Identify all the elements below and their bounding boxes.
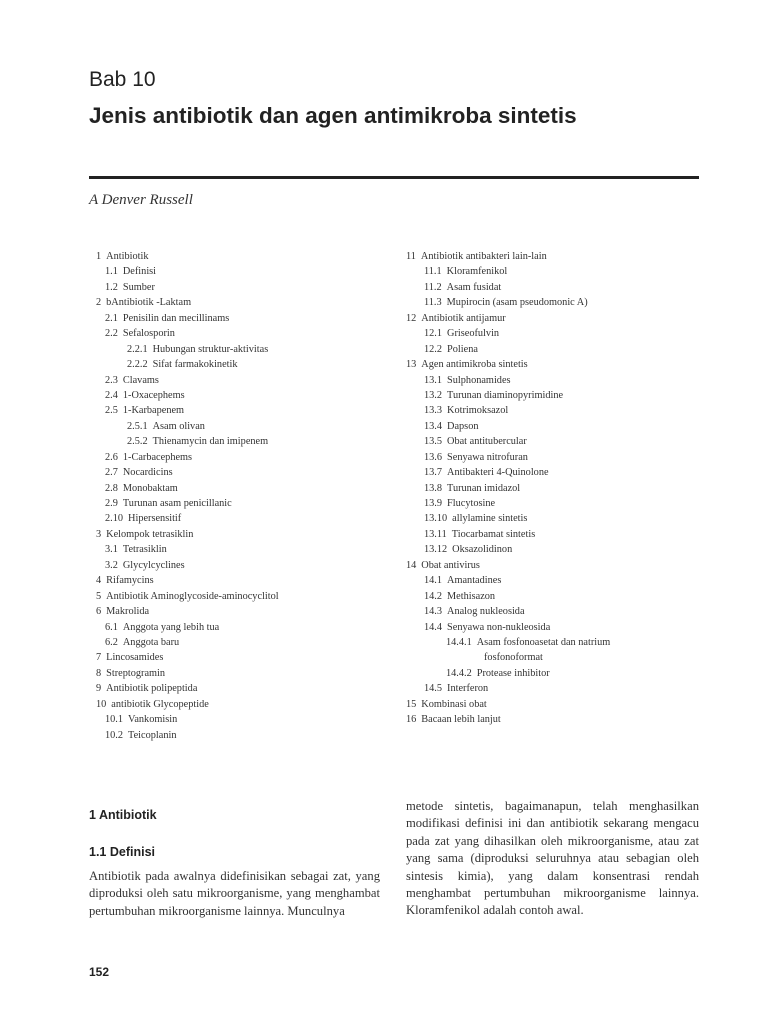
toc-entry-title: Kombinasi obat <box>421 698 487 710</box>
toc-entry-number: 11 <box>406 251 416 262</box>
toc-entry-number: 13.9 <box>424 498 443 509</box>
toc-entry-number: 2.8 <box>105 482 118 494</box>
toc-entry <box>406 373 706 388</box>
toc-entry-number: 12 <box>406 312 417 324</box>
toc-entry <box>406 573 706 588</box>
toc-entry-number: 13.6 <box>424 451 443 463</box>
toc-entry-title: Methisazon <box>447 590 496 602</box>
toc-entry <box>96 342 396 357</box>
toc-entry <box>406 326 706 341</box>
toc-entry-title: Asam fosfonoasetat dan natrium <box>476 636 611 648</box>
toc-entry-title: Glycylcyclines <box>122 559 185 571</box>
toc-entry-number: 2.7 <box>105 467 118 479</box>
toc-entry-title: Senyawa non-nukleosida <box>447 621 551 633</box>
toc-entry-title: Hipersensitif <box>128 513 182 525</box>
toc-entry-title: Mupirocin (asam pseudomonic A) <box>446 297 588 309</box>
toc-entry-number: 8 <box>96 667 102 679</box>
toc-entry <box>96 589 396 604</box>
toc-entry <box>406 511 706 526</box>
toc-entry <box>406 650 706 665</box>
toc-entry-number: 2.1 <box>105 312 118 324</box>
toc-entry-title: Sumber <box>122 281 155 293</box>
toc-entry-title: Anggota baru <box>122 636 180 648</box>
toc-entry-title: Oksazolidinon <box>452 544 513 556</box>
toc-entry-number: 13.2 <box>424 389 443 401</box>
toc-entry-number: 10 <box>96 698 107 710</box>
toc-entry-number: 6.2 <box>105 636 118 648</box>
toc-entry <box>406 280 706 295</box>
toc-entry-title: Monobaktam <box>122 482 178 494</box>
toc-entry-number: 2.3 <box>105 374 118 386</box>
toc-entry-number: 11.2 <box>424 281 442 293</box>
toc-entry <box>96 326 396 341</box>
toc-entry-number: 2.2 <box>105 328 118 340</box>
toc-entry <box>406 527 706 542</box>
toc-entry-title: Anggota yang lebih tua <box>122 621 220 633</box>
toc-entry-title: Antibakteri 4-Quinolone <box>447 467 549 479</box>
toc-entry-number: 10.1 <box>105 714 124 726</box>
toc-entry-title: Sefalosporin <box>122 328 175 340</box>
toc-entry-number: 14.5 <box>424 683 443 695</box>
toc-entry <box>96 419 396 434</box>
toc-entry <box>406 620 706 635</box>
toc-entry-title: Turunan asam penicillanic <box>122 498 232 509</box>
toc-entry-title: Obat antitubercular <box>447 436 527 448</box>
toc-entry-number: 2.4 <box>105 389 118 401</box>
toc-entry-number: 15 <box>406 698 417 710</box>
toc-entry-title: Streptogramin <box>106 667 166 679</box>
toc-entry <box>96 450 396 465</box>
toc-entry <box>406 357 706 372</box>
toc-entry-number: 13.7 <box>424 467 443 479</box>
toc-entry-title: Kotrimoksazol <box>447 405 509 417</box>
toc-entry-title: allylamine sintetis <box>452 513 528 525</box>
toc-entry-title: Bacaan lebih lanjut <box>421 714 501 726</box>
chapter-title: Jenis antibiotik dan agen antimikroba sintetis <box>89 103 577 128</box>
toc-entry <box>406 295 706 310</box>
section-heading: 1 Antibiotik <box>89 808 157 822</box>
toc-entry-number: 1.2 <box>105 281 118 293</box>
toc-entry-number: 13.12 <box>424 544 448 556</box>
toc-entry-number: 3 <box>96 528 102 540</box>
body-paragraph-right: metode sintetis, bagaimanapun, telah menghasilkan modifikasi definisi ini dan antibiotik sekarang mengacu pada zat yang dihasilkan oleh mikroorganisme, atau zat yang sama (diproduksi seluruhnya atau sebagian oleh sintesis kimia), yang dalam konsentrasi rendah menghambat pertumbuhan mikroorganisme lainnya. Kloramfenikol adalah contoh awal. <box>406 799 699 918</box>
toc-entry <box>96 311 396 326</box>
body-paragraph-left: Antibiotik pada awalnya didefinisikan sebagai zat, yang diproduksi oleh satu mikroorganisme, yang menghambat pertumbuhan mikroorganisme lainnya. Munculnya <box>89 869 380 918</box>
toc-entry <box>406 681 706 696</box>
toc-entry <box>406 666 706 681</box>
toc-entry <box>406 450 706 465</box>
toc-entry <box>96 527 396 542</box>
toc-entry <box>96 295 396 310</box>
title-divider <box>89 176 699 179</box>
chapter-number: Bab 10 <box>89 68 156 91</box>
toc-entry-title: Sifat farmakokinetik <box>152 359 238 371</box>
toc-entry <box>406 481 706 496</box>
toc-entry <box>406 697 706 712</box>
toc-entry-title: 1-Karbapenem <box>122 405 185 417</box>
toc-entry <box>406 249 706 264</box>
toc-entry-title: bAntibiotik -Laktam <box>106 297 192 309</box>
toc-entry-title: Antibiotik <box>106 251 149 262</box>
toc-entry <box>406 635 706 650</box>
toc-entry <box>406 388 706 403</box>
toc-entry-title: Kelompok tetrasiklin <box>106 528 194 540</box>
toc-entry-number: 2.2.2 <box>127 359 148 371</box>
toc-entry-number: 9 <box>96 683 102 695</box>
toc-entry <box>96 388 396 403</box>
toc-entry-title: Rifamycins <box>106 575 154 587</box>
toc-entry-number: 16 <box>406 714 417 726</box>
toc-entry <box>406 558 706 573</box>
toc-entry-title: Poliena <box>447 343 478 355</box>
toc-entry-title: Tetrasiklin <box>122 544 167 556</box>
toc-entry-title: Penisilin dan mecillinams <box>122 312 230 324</box>
toc-entry-number: 2.2.1 <box>127 343 148 355</box>
toc-entry-number: 14.3 <box>424 606 443 618</box>
toc-entry-number: 7 <box>96 652 102 664</box>
toc-entry <box>96 434 396 449</box>
table-of-contents-left <box>96 249 396 743</box>
toc-entry-title: Thienamycin dan imipenem <box>152 436 269 448</box>
toc-entry <box>406 342 706 357</box>
toc-entry <box>96 481 396 496</box>
toc-entry <box>406 604 706 619</box>
toc-entry-title: antibiotik Glycopeptide <box>111 698 209 710</box>
toc-entry-title: Teicoplanin <box>128 729 177 741</box>
toc-entry-number: 11.3 <box>424 297 442 309</box>
toc-entry-title: Asam fusidat <box>446 281 502 293</box>
toc-entry-number: 13.5 <box>424 436 443 448</box>
toc-entry-number: 1 <box>96 251 102 262</box>
toc-entry-title: Antibiotik antijamur <box>421 312 506 324</box>
toc-entry-number: 6.1 <box>105 621 118 633</box>
toc-entry <box>96 712 396 727</box>
toc-entry <box>406 465 706 480</box>
toc-entry <box>96 280 396 295</box>
toc-entry-number: 3.1 <box>105 544 118 556</box>
toc-entry-title: Griseofulvin <box>447 328 500 340</box>
toc-entry <box>96 357 396 372</box>
toc-entry-number: 14.2 <box>424 590 443 602</box>
toc-entry <box>96 681 396 696</box>
subsection-heading: 1.1 Definisi <box>89 845 155 859</box>
toc-entry-title: Nocardicins <box>122 467 173 479</box>
toc-entry-title: Antibiotik antibakteri lain-lain <box>420 251 547 262</box>
toc-entry-number: 2.5 <box>105 405 118 417</box>
toc-entry-number: 11.1 <box>424 266 442 278</box>
toc-entry-number: 2.5.2 <box>127 436 148 448</box>
toc-entry-number: 3.2 <box>105 559 118 571</box>
toc-entry-title: Dapson <box>447 420 479 432</box>
toc-entry-number: 13.1 <box>424 374 443 386</box>
toc-entry-title: Analog nukleosida <box>447 606 525 618</box>
toc-entry-number: 2.6 <box>105 451 118 463</box>
table-of-contents-right <box>406 249 706 728</box>
toc-entry-title: fosfonoformat <box>484 652 543 664</box>
toc-entry <box>406 311 706 326</box>
toc-entry-title: Lincosamides <box>106 652 164 664</box>
toc-entry-title: Turunan diaminopyrimidine <box>447 389 564 401</box>
toc-entry-title: Kloramfenikol <box>446 266 508 278</box>
toc-entry-title: Asam olivan <box>152 420 205 432</box>
toc-entry-number: 12.2 <box>424 343 443 355</box>
toc-entry <box>406 419 706 434</box>
toc-entry <box>406 496 706 511</box>
toc-entry <box>96 542 396 557</box>
toc-entry-title: Turunan imidazol <box>447 482 521 494</box>
toc-entry <box>406 589 706 604</box>
toc-entry-title: Flucytosine <box>447 498 496 509</box>
toc-entry <box>96 728 396 743</box>
toc-entry-number: 2.5.1 <box>127 420 148 432</box>
toc-entry <box>406 264 706 279</box>
toc-entry-title: Clavams <box>122 374 159 386</box>
toc-entry <box>96 573 396 588</box>
toc-entry-number: 12.1 <box>424 328 443 340</box>
toc-entry-title: 1-Oxacephems <box>122 389 185 401</box>
toc-entry <box>96 373 396 388</box>
toc-entry-number: 6 <box>96 606 102 618</box>
toc-entry <box>406 542 706 557</box>
toc-entry <box>96 511 396 526</box>
toc-entry-number: 2.10 <box>105 513 124 525</box>
toc-entry-title: Definisi <box>122 266 157 278</box>
toc-entry-title: Sulphonamides <box>447 374 511 386</box>
toc-entry <box>96 264 396 279</box>
toc-entry <box>406 712 706 727</box>
toc-entry-title: Amantadines <box>447 575 502 587</box>
toc-entry-title: Vankomisin <box>128 714 178 726</box>
toc-entry-title: Hubungan struktur-aktivitas <box>152 343 269 355</box>
toc-entry-number: 5 <box>96 590 102 602</box>
toc-entry-number: 14.4 <box>424 621 443 633</box>
toc-entry-number: 13 <box>406 359 417 371</box>
toc-entry <box>96 650 396 665</box>
toc-entry <box>96 403 396 418</box>
toc-entry-number: 13.3 <box>424 405 443 417</box>
toc-entry <box>96 604 396 619</box>
toc-entry <box>96 666 396 681</box>
toc-entry-number: 4 <box>96 575 102 587</box>
author-name: A Denver Russell <box>89 192 193 208</box>
toc-entry-title: Antibiotik polipeptida <box>106 683 198 695</box>
toc-entry <box>96 697 396 712</box>
toc-entry-title: Interferon <box>447 683 489 695</box>
toc-entry-number: 10.2 <box>105 729 124 741</box>
toc-entry <box>406 434 706 449</box>
toc-entry <box>96 465 396 480</box>
toc-entry <box>96 635 396 650</box>
toc-entry-number: 13.4 <box>424 420 443 432</box>
toc-entry-title: Senyawa nitrofuran <box>447 451 528 463</box>
toc-entry-number: 2 <box>96 297 102 309</box>
toc-entry-number: 14 <box>406 559 417 571</box>
toc-entry-number: 1.1 <box>105 266 118 278</box>
toc-entry <box>96 249 396 264</box>
toc-entry <box>96 620 396 635</box>
toc-entry-title: Obat antivirus <box>421 559 480 571</box>
page-number: 152 <box>89 965 110 979</box>
toc-entry-title: 1-Carbacephems <box>122 451 193 463</box>
toc-entry-title: Makrolida <box>106 606 150 618</box>
toc-entry-number: 13.10 <box>424 513 448 525</box>
toc-entry-number: 14.4.2 <box>446 667 472 679</box>
toc-entry-number: 14.4.1 <box>446 636 472 648</box>
toc-entry <box>96 558 396 573</box>
toc-entry-title: Agen antimikroba sintetis <box>421 359 528 371</box>
toc-entry-number: 14.1 <box>424 575 443 587</box>
toc-entry-number: 13.11 <box>424 528 447 540</box>
toc-entry-title: Protease inhibitor <box>476 667 550 679</box>
toc-entry-number: 13.8 <box>424 482 443 494</box>
toc-entry-title: Antibiotik Aminoglycoside-aminocyclitol <box>106 590 279 602</box>
toc-entry-title: Tiocarbamat sintetis <box>451 528 536 540</box>
toc-entry-number: 2.9 <box>105 498 118 509</box>
toc-entry <box>96 496 396 511</box>
toc-entry <box>406 403 706 418</box>
